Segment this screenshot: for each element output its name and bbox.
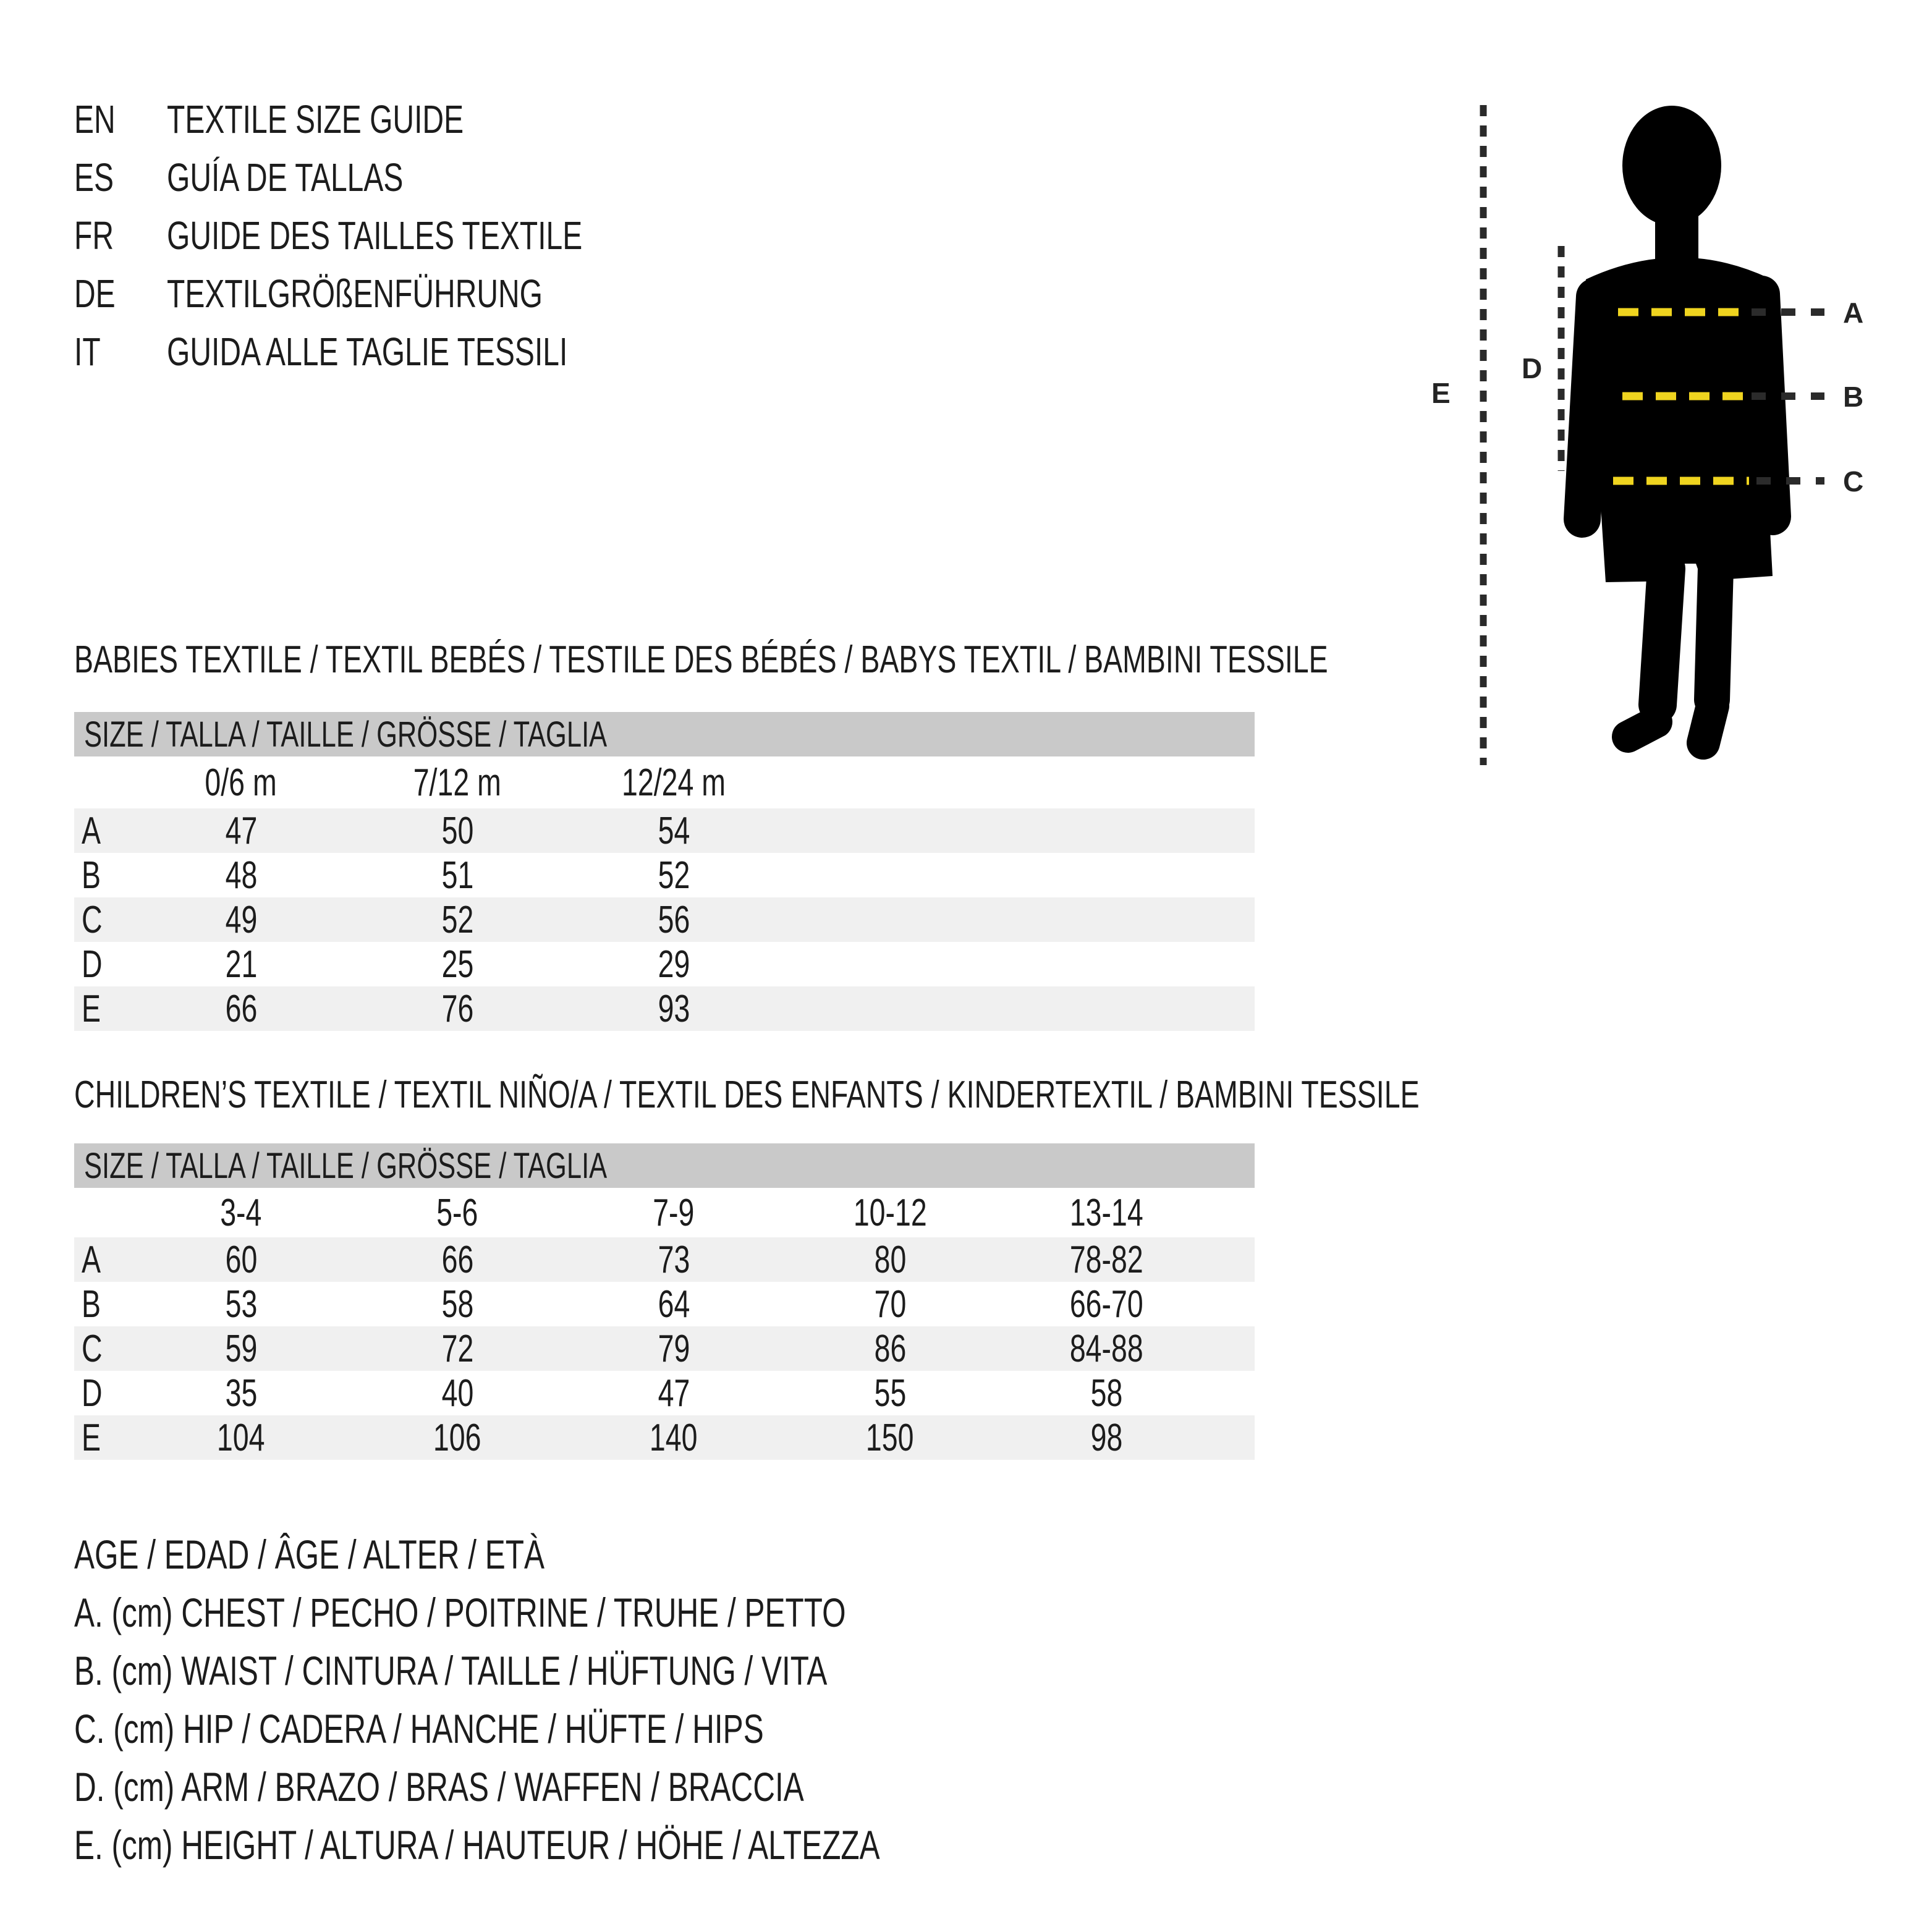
lang-row-it	[74, 323, 721, 381]
lang-code-fr: FR	[74, 213, 114, 258]
cell: 56	[658, 898, 690, 941]
cell: 48	[225, 854, 257, 897]
cell: 55	[874, 1371, 906, 1415]
cell: 53	[225, 1282, 257, 1326]
babies-table-title-text: BABIES TEXTILE / TEXTIL BEBÉS / TESTILE DES BÉBÉS / BABYS TEXTIL / BAMBINI TESSILE	[74, 638, 1328, 681]
cell: 66	[441, 1238, 473, 1281]
babies-row-d	[74, 942, 1255, 986]
babies-row-b	[74, 853, 1255, 897]
figure-label-a: A	[1843, 297, 1864, 329]
cell: 54	[658, 809, 690, 852]
cell: 52	[658, 854, 690, 897]
children-col-header: 10-12	[853, 1191, 927, 1234]
cell: 60	[225, 1238, 257, 1281]
lang-title-de: TEXTILGRÖßENFÜHRUNG	[167, 271, 543, 316]
children-col-header: 7-9	[653, 1191, 695, 1234]
row-label: A	[82, 1238, 101, 1281]
figure-label-b: B	[1843, 381, 1864, 413]
lang-row-de	[74, 265, 721, 323]
babies-table-title	[74, 637, 1328, 682]
lang-row-en	[74, 90, 721, 148]
row-label: A	[82, 809, 101, 852]
babies-size-header-text: SIZE / TALLA / TAILLE / GRÖSSE / TAGLIA	[84, 714, 608, 755]
cell: 76	[441, 987, 473, 1030]
lang-title-it: GUIDA ALLE TAGLIE TESSILI	[167, 329, 568, 374]
figure-label-e: E	[1431, 377, 1451, 409]
children-table-title-text: CHILDREN’S TEXTILE / TEXTIL NIÑO/A / TEXTIL DES ENFANTS / KINDERTEXTIL / BAMBINI TESSILE	[74, 1073, 1420, 1116]
cell: 29	[658, 943, 690, 986]
children-col-header: 5-6	[436, 1191, 478, 1234]
legend-line-waist: B. (cm) WAIST / CINTURA / TAILLE / HÜFTUNG / VITA	[74, 1648, 828, 1693]
children-row-a	[74, 1237, 1255, 1282]
row-label: E	[82, 987, 101, 1030]
cell: 72	[441, 1327, 473, 1370]
corner-cell	[74, 756, 133, 808]
row-label: C	[82, 898, 103, 941]
legend-line-chest: A. (cm) CHEST / PECHO / POITRINE / TRUHE / PETTO	[74, 1590, 846, 1635]
lang-code-es: ES	[74, 155, 114, 200]
children-table-title	[74, 1072, 1420, 1117]
cell: 73	[658, 1238, 690, 1281]
cell: 25	[441, 943, 473, 986]
legend-line-height: E. (cm) HEIGHT / ALTURA / HAUTEUR / HÖHE / ALTEZZA	[74, 1822, 880, 1868]
cell: 78-82	[1069, 1238, 1143, 1281]
row-label: B	[82, 854, 101, 897]
cell: 84-88	[1069, 1327, 1143, 1370]
cell: 64	[658, 1282, 690, 1326]
row-label: D	[82, 1371, 103, 1415]
children-column-header-row	[74, 1188, 1255, 1237]
babies-col-header: 0/6 m	[205, 761, 278, 804]
children-row-b	[74, 1282, 1255, 1326]
children-row-c	[74, 1326, 1255, 1371]
lang-title-en: TEXTILE SIZE GUIDE	[167, 97, 464, 142]
cell: 66-70	[1069, 1282, 1143, 1326]
row-label: D	[82, 943, 103, 986]
cell: 93	[658, 987, 690, 1030]
lang-title-es: GUÍA DE TALLAS	[167, 155, 404, 200]
cell: 79	[658, 1327, 690, 1370]
babies-row-e	[74, 986, 1255, 1031]
legend-line-age: AGE / EDAD / ÂGE / ALTER / ETÀ	[74, 1532, 545, 1577]
cell: 66	[225, 987, 257, 1030]
cell: 59	[225, 1327, 257, 1370]
cell: 58	[441, 1282, 473, 1326]
lang-code-it: IT	[74, 329, 101, 374]
cell: 47	[658, 1371, 690, 1415]
cell: 98	[1090, 1416, 1122, 1459]
cell: 104	[217, 1416, 265, 1459]
language-title-list	[74, 90, 721, 381]
babies-column-header-row	[74, 756, 1255, 808]
babies-row-a	[74, 808, 1255, 853]
lang-code-de: DE	[74, 271, 116, 316]
children-col-header: 13-14	[1069, 1191, 1143, 1234]
babies-size-header-bar	[74, 712, 1255, 756]
legend-line-arm: D. (cm) ARM / BRAZO / BRAS / WAFFEN / BRACCIA	[74, 1764, 804, 1810]
babies-row-c	[74, 897, 1255, 942]
children-col-header: 3-4	[220, 1191, 262, 1234]
row-label: C	[82, 1327, 103, 1370]
babies-col-header: 12/24 m	[621, 761, 726, 804]
cell: 150	[866, 1416, 914, 1459]
children-size-header-text: SIZE / TALLA / TAILLE / GRÖSSE / TAGLIA	[84, 1145, 608, 1186]
cell: 40	[441, 1371, 473, 1415]
cell: 58	[1090, 1371, 1122, 1415]
children-size-table	[74, 1072, 1420, 1460]
cell: 80	[874, 1238, 906, 1281]
cell: 140	[650, 1416, 698, 1459]
lang-code-en: EN	[74, 97, 116, 142]
child-silhouette-icon	[1582, 106, 1780, 743]
lang-title-fr: GUIDE DES TAILLES TEXTILE	[167, 213, 583, 258]
cell: 35	[225, 1371, 257, 1415]
children-row-e	[74, 1415, 1255, 1460]
cell: 86	[874, 1327, 906, 1370]
measurement-figure	[1391, 87, 1932, 797]
legend-line-hip: C. (cm) HIP / CADERA / HANCHE / HÜFTE / HIPS	[74, 1706, 764, 1752]
babies-col-header: 7/12 m	[413, 761, 502, 804]
row-label: B	[82, 1282, 101, 1326]
cell: 51	[441, 854, 473, 897]
measurement-legend	[74, 1525, 1148, 1874]
cell: 21	[225, 943, 257, 986]
cell: 50	[441, 809, 473, 852]
figure-label-d: D	[1522, 352, 1543, 384]
cell: 49	[225, 898, 257, 941]
lang-row-fr	[74, 206, 721, 265]
cell: 106	[433, 1416, 481, 1459]
babies-size-table	[74, 637, 1328, 1031]
cell: 70	[874, 1282, 906, 1326]
children-size-header-bar	[74, 1143, 1255, 1188]
corner-cell	[74, 1188, 133, 1237]
cell: 52	[441, 898, 473, 941]
figure-label-c: C	[1843, 465, 1864, 498]
cell: 47	[225, 809, 257, 852]
row-label: E	[82, 1416, 101, 1459]
lang-row-es	[74, 148, 721, 206]
children-row-d	[74, 1371, 1255, 1415]
